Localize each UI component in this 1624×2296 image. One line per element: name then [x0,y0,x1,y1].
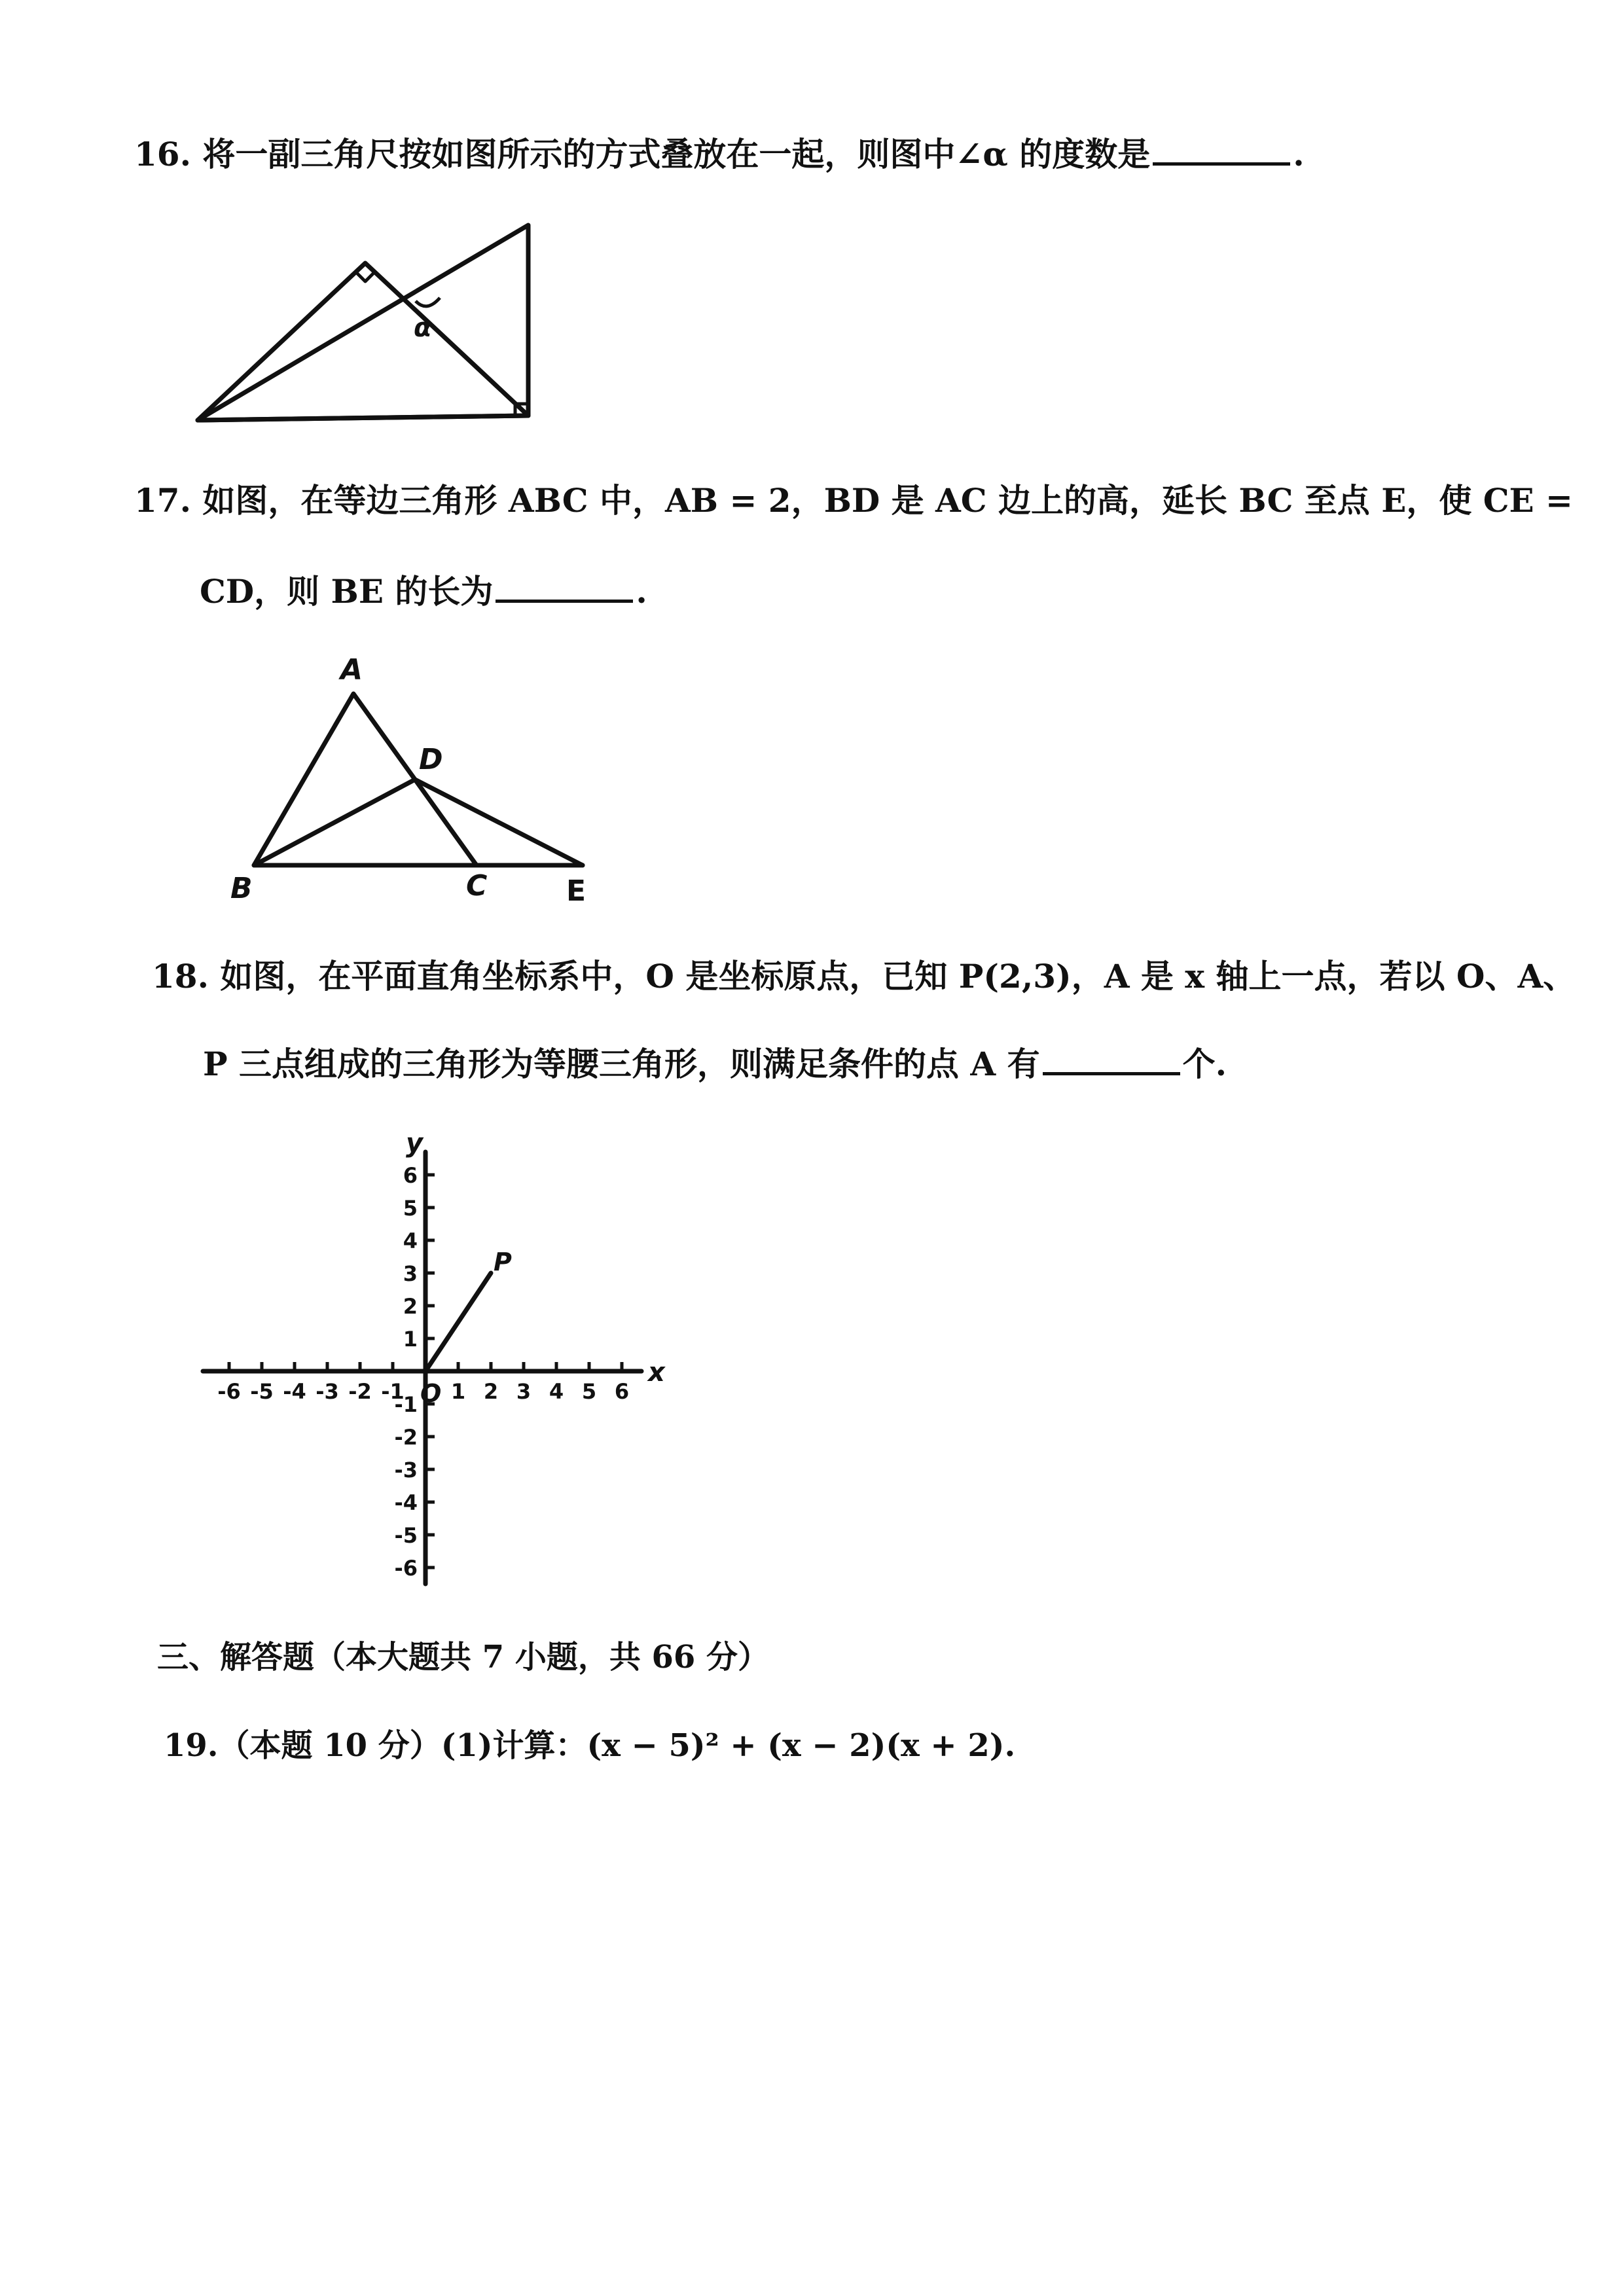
q18-x-tick-label: 5 [581,1379,597,1404]
q17-number: 17. [134,481,191,520]
q16-set-square-30-60 [198,225,528,420]
q18-stem-line1: 如图，在平面直角坐标系中，O 是坐标原点，已知 P(2,3)，A 是 x 轴上一点，若以 O、A、 [220,957,1576,996]
q18-x-tick-label: 1 [450,1379,466,1404]
q18-segment-op [425,1273,491,1371]
q17-label-c: C [466,869,488,903]
q18-x-tick-label: 6 [614,1379,630,1404]
q18-x-tick-label: 4 [549,1379,564,1404]
q18-x-tick-label: -5 [250,1379,274,1404]
q18-x-axis-label: x [648,1357,665,1388]
q17-stem-line1: 如图，在等边三角形 ABC 中，AB = 2，BD 是 AC 边上的高，延长 BC 至点 E，使 CE = [202,481,1573,520]
q18-y-tick-label: -2 [394,1425,418,1450]
q18-line2 [203,1043,1227,1085]
q18-y-tick-label: 2 [403,1294,418,1319]
q18-y-tick-label: -3 [394,1458,418,1482]
q17-label-a: A [340,653,363,687]
q16-set-square-45 [198,263,528,420]
q16-answer-blank[interactable] [1153,134,1290,166]
q17-end: . [636,572,647,611]
q18-y-tick-label: -4 [394,1490,418,1515]
q18-x-tick-label: -3 [316,1379,339,1404]
q18-x-tick-label: 2 [483,1379,499,1404]
q17-label-b: B [230,872,253,905]
q18-x-tick-label: -6 [217,1379,241,1404]
q18-y-tick-label: -1 [394,1392,418,1417]
q17-triangle-abc [254,694,477,865]
q16-number: 16. [134,135,191,173]
q16-right-angle-mark-top [356,272,374,281]
q17-line2 [200,571,647,613]
q16-end: . [1293,135,1305,173]
q18-number: 18. [152,957,209,996]
q17-line1 [134,480,1573,522]
q18-origin-label: O [420,1379,442,1408]
section3-heading: 三、解答题（本大题共 7 小题，共 66 分） [157,1639,770,1676]
q17-stem-line2: CD，则 BE 的长为 [200,572,494,611]
q16-figure [183,209,550,432]
q18-x-tick-label: -1 [381,1379,405,1404]
q16-angle-alpha-arc [416,298,440,306]
q18-y-tick-label: 1 [403,1327,418,1352]
q18-y-axis-label: y [406,1128,424,1158]
q18-y-tick-label: 5 [403,1196,418,1221]
q17-label-d: D [419,743,443,776]
q16-alpha-label: α [414,313,432,343]
q17-label-e: E [566,874,586,908]
q18-point-p-label: P [494,1247,512,1276]
q17-segment-de [415,780,583,865]
q18-x-tick-label: -4 [283,1379,306,1404]
q17-figure [223,648,615,923]
q17-answer-blank[interactable] [496,571,633,603]
q18-y-tick-label: 4 [403,1229,418,1253]
q18-y-tick-label: 3 [403,1261,418,1286]
q18-line1 [152,956,1576,997]
q18-end: 个. [1182,1045,1227,1083]
q18-stem-line2: P 三点组成的三角形为等腰三角形，则满足条件的点 A 有 [203,1045,1040,1083]
q18-x-tick-label: -2 [348,1379,372,1404]
q18-x-tick-label: 3 [516,1379,532,1404]
q18-y-tick-label: -6 [394,1556,418,1581]
q16-stem: 将一副三角尺按如图所示的方式叠放在一起，则图中∠α 的度数是 [202,135,1151,173]
q18-answer-blank[interactable] [1043,1043,1180,1075]
q18-y-tick-label: 6 [403,1163,418,1188]
q18-coordinate-figure [190,1126,687,1610]
q19-text: 19.（本题 10 分）(1)计算：(x − 5)² + (x − 2)(x + 2). [164,1727,1016,1764]
q18-y-tick-label: -5 [394,1523,418,1548]
q16-text [134,134,1305,175]
